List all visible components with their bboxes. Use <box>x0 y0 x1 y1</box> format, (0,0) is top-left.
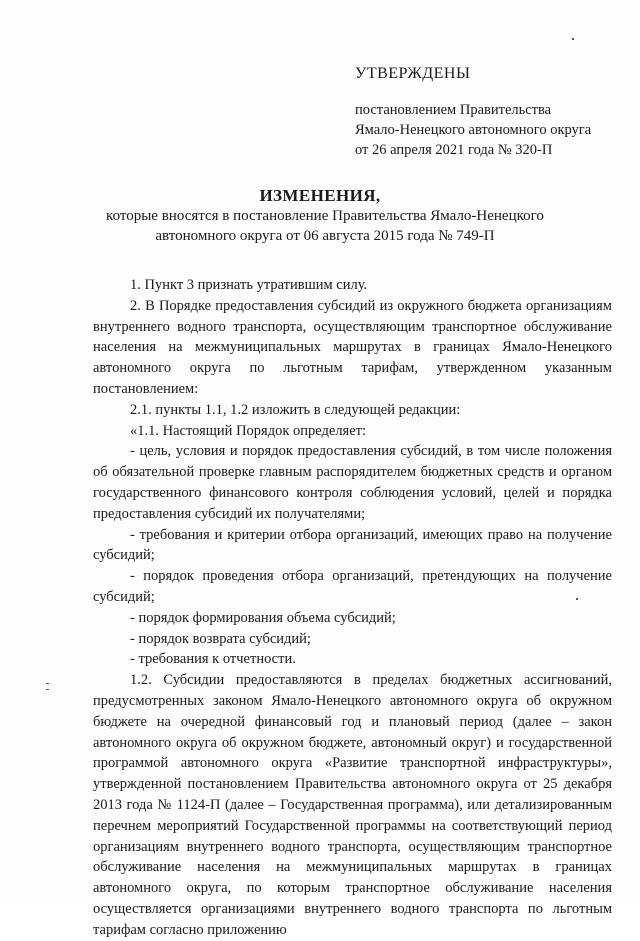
document-subtitle: которые вносятся в постановление Правительства Ямало-Ненецкого автономного округа от 06 августа 2015 года № 749-П <box>106 208 544 244</box>
paragraph-10: - требования к отчетности. <box>130 651 296 668</box>
document-title: ИЗМЕНЕНИЯ, <box>259 186 381 205</box>
approval-block <box>355 64 625 160</box>
scan-speck <box>572 38 574 40</box>
approval-heading: УТВЕРЖДЕНЫ <box>355 65 471 82</box>
approval-line-1: постановлением Правительства <box>355 102 552 118</box>
paragraph-2: 2. В Порядке предоставления субсидий из окружного бюджета организациям внутреннего водного транспорта, осуществляющим транспортное обслуживание населения на межмуниципальных маршрутах в границах Ямало-Ненецкого автономного округа по льготным тарифам, утвержденном указанным постановлением: <box>93 297 612 397</box>
paragraph-8: - порядок формирования объема субсидий; <box>130 609 396 626</box>
paragraph-9: - порядок возврата субсидий; <box>130 630 311 647</box>
approval-line-2: Ямало-Ненецкого автономного округа <box>355 122 592 138</box>
paragraph-4: «1.1. Настоящий Порядок определяет: <box>130 422 367 439</box>
paragraph-1: 1. Пункт 3 признать утратившим силу. <box>130 277 368 293</box>
paragraph-7: - порядок проведения отбора организаций, претендующих на получение субсидий; <box>93 568 612 605</box>
approval-line-3: от 26 апреля 2021 года № 320-П <box>355 142 553 158</box>
scan-speck <box>576 598 578 600</box>
paragraph-3: 2.1. пункты 1.1, 1.2 изложить в следующей редакции: <box>130 401 461 418</box>
scan-speck <box>46 683 49 684</box>
scan-speck <box>46 689 49 690</box>
paragraph-11: 1.2. Субсидии предоставляются в пределах бюджетных ассигнований, предусмотренных законом Ямало-Ненецкого автономного округа об окружном бюджете на очередной финансовый год и плановый период (далее – закон автономного округа об окружном бюджете, автономный округ) и государственной программой автономного округа «Развитие транспортной инфраструктуры», утвержденной постановлением Правительства автономного округа от 25 декабря 2013 года № 1124-П (далее – Государственная программа), или детализированным перечнем мероприятий Государственной программы на соответствующий период организациям внутреннего водного транспорта, осуществляющим транспортное обслуживание населения на межмуниципальных маршрутах в границах автономного округа, по которым транспортное обслуживание населения осуществляется организациями внутреннего водного транспорта по льготным тарифам согласно приложению <box>93 672 612 938</box>
paragraph-6: - требования и критерии отбора организаций, имеющих право на получение субсидий; <box>93 526 612 564</box>
paragraph-5: - цель, условия и порядок предоставления субсидий, в том числе положения об обязательной проверке главным распорядителем бюджетных средств и органом государственного финансового контроля соблюдения условий, целей и порядка предоставления субсидий их получателями; <box>93 443 612 522</box>
document-body <box>93 275 612 941</box>
